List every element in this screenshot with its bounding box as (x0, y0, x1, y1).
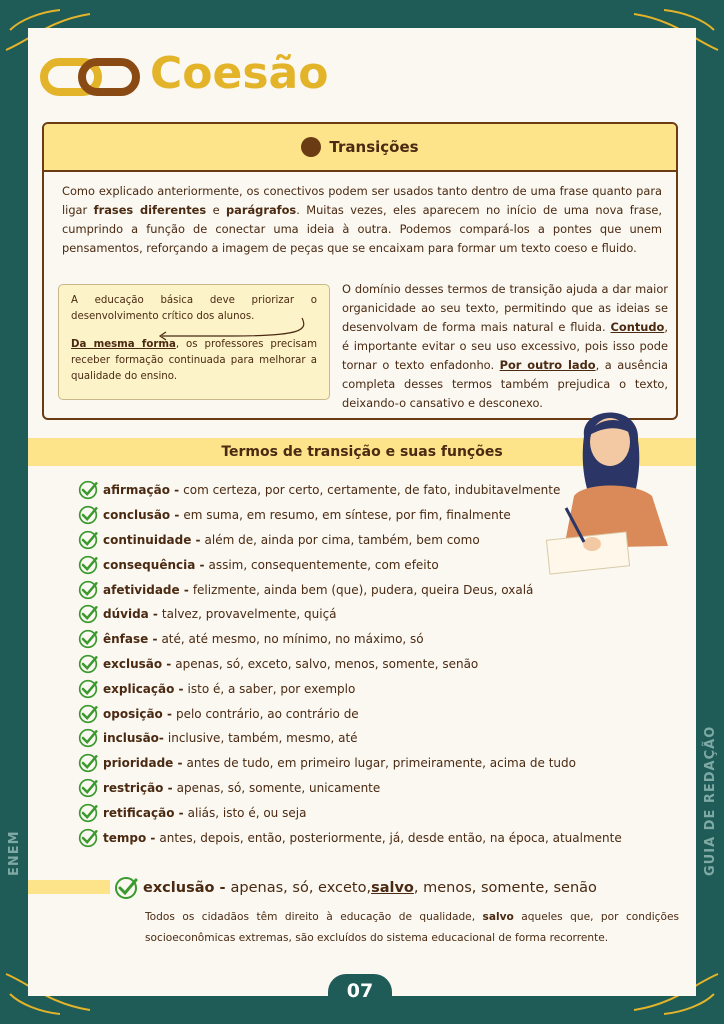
term-item (78, 726, 638, 751)
term-examples: em suma, em resumo, em síntese, por fim, finalmente (183, 508, 511, 523)
term-item (78, 652, 638, 677)
term-examples: talvez, provavelmente, quiçá (161, 607, 337, 622)
transicoes-header (44, 124, 676, 172)
chain-link-logo-icon (40, 56, 140, 98)
term-label: consequência - (103, 557, 205, 572)
term-item (78, 776, 638, 801)
check-icon (78, 580, 98, 600)
check-icon (78, 803, 98, 823)
term-examples: assim, consequentemente, com efeito (208, 557, 439, 572)
connector-arrow-icon (152, 316, 332, 344)
check-icon (78, 778, 98, 798)
term-examples: pelo contrário, ao contrário de (175, 706, 359, 721)
check-icon (78, 604, 98, 624)
term-item (78, 602, 638, 627)
term-examples: aliás, isto é, ou seja (187, 805, 307, 820)
term-examples: antes, depois, então, posteriormente, já, desde então, na época, atualmente (159, 830, 622, 845)
example-sentence-2: Da mesma forma, os professores precisam receber formação continuada para melhorar a qualidade do ensino. (71, 339, 317, 382)
check-icon (78, 654, 98, 674)
term-item (78, 701, 638, 726)
term-item (78, 577, 638, 602)
term-item (78, 676, 638, 701)
term-examples: isto é, a saber, por exemplo (187, 681, 356, 696)
term-examples: com certeza, por certo, certamente, de fato, indubitavelmente (183, 483, 561, 498)
term-label: tempo - (103, 830, 156, 845)
term-examples: apenas, só, exceto, salvo, menos, somente, senão (175, 656, 479, 671)
check-icon (78, 728, 98, 748)
term-label: afetividade - (103, 582, 189, 597)
term-item (78, 503, 638, 528)
bottom-example-sentence: Todos os cidadãos têm direito à educação de qualidade, salvo aqueles que, por condições socioeconômicas extremas, são excluídos do sistema educacional de forma recorrente. (145, 911, 679, 944)
term-examples: felizmente, ainda bem (que), pudera, queira Deus, oxalá (192, 582, 534, 597)
term-item (78, 800, 638, 825)
side-label-enem: ENEM (7, 830, 22, 876)
check-icon (78, 704, 98, 724)
transicoes-title: Transições (329, 138, 419, 156)
check-icon (114, 876, 138, 900)
example-sentence-1: A educação básica deve priorizar o desenvolvimento crítico dos alunos. (71, 295, 317, 322)
terms-title: Termos de transição e suas funções (221, 444, 503, 460)
term-label: prioridade - (103, 756, 183, 771)
bullet-dot-icon (301, 137, 321, 157)
term-label: dúvida - (103, 607, 158, 622)
term-label: exclusão - (103, 656, 172, 671)
term-item (78, 627, 638, 652)
transicoes-paragraph-2: O domínio desses termos de transição ajuda a dar maior organicidade ao seu texto, permitindo que as ideias se desenvolvam de forma mais natural e fluida. Contudo, é importante evitar o seu uso excessivo, pois isso pode tornar o texto enfadonho. Por outro lado, a ausência completa desses termos também prejudica o texto, deixando-o cansativo e desconexo. (342, 282, 668, 410)
transicoes-box (42, 122, 678, 420)
check-icon (78, 530, 98, 550)
check-icon (78, 629, 98, 649)
term-label: restrição - (103, 780, 173, 795)
term-item (78, 528, 638, 553)
check-icon (78, 828, 98, 848)
term-label: retificação - (103, 805, 184, 820)
term-item (78, 478, 638, 503)
side-label-guia: GUIA DE REDAÇÃO (703, 725, 718, 876)
term-examples: antes de tudo, em primeiro lugar, primeiramente, acima de tudo (186, 756, 576, 771)
term-label: inclusão- (103, 731, 164, 746)
page-title: Coesão (150, 48, 329, 99)
transition-terms-list (78, 478, 638, 850)
transicoes-paragraph-1: Como explicado anteriormente, os conectivos podem ser usados tanto dentro de uma frase quanto para ligar frases diferentes e parágrafos. Muitas vezes, eles aparecem no início de uma nova frase, cumprindo a função de conectar uma ideia à outra. Podemos compará-los a pontes que unem pensamentos, reforçando a imagem de peças que se encaixam para formar um texto coeso e fluido. (62, 184, 663, 255)
term-item (78, 825, 638, 850)
term-label: continuidade - (103, 532, 201, 547)
check-icon (78, 505, 98, 525)
term-examples: inclusive, também, mesmo, até (167, 731, 358, 746)
term-examples: até, até mesmo, no mínimo, no máximo, só (161, 632, 424, 647)
term-label: afirmação - (103, 483, 180, 498)
check-icon (78, 480, 98, 500)
term-label: oposição - (103, 706, 172, 721)
term-label: ênfase - (103, 632, 158, 647)
term-label: explicação - (103, 681, 184, 696)
term-item (78, 751, 638, 776)
term-item (78, 552, 638, 577)
check-icon (78, 555, 98, 575)
check-icon (78, 679, 98, 699)
page-number: 07 (346, 980, 374, 1002)
check-icon (78, 753, 98, 773)
term-examples: apenas, só, somente, unicamente (176, 780, 381, 795)
page-number-tab (328, 974, 392, 1014)
term-examples: além de, ainda por cima, também, bem como (204, 532, 480, 547)
highlight-bar (28, 880, 110, 894)
term-label: conclusão - (103, 508, 180, 523)
bottom-example-item: exclusão - apenas, só, exceto, salvo , menos, somente, senão (114, 876, 597, 900)
